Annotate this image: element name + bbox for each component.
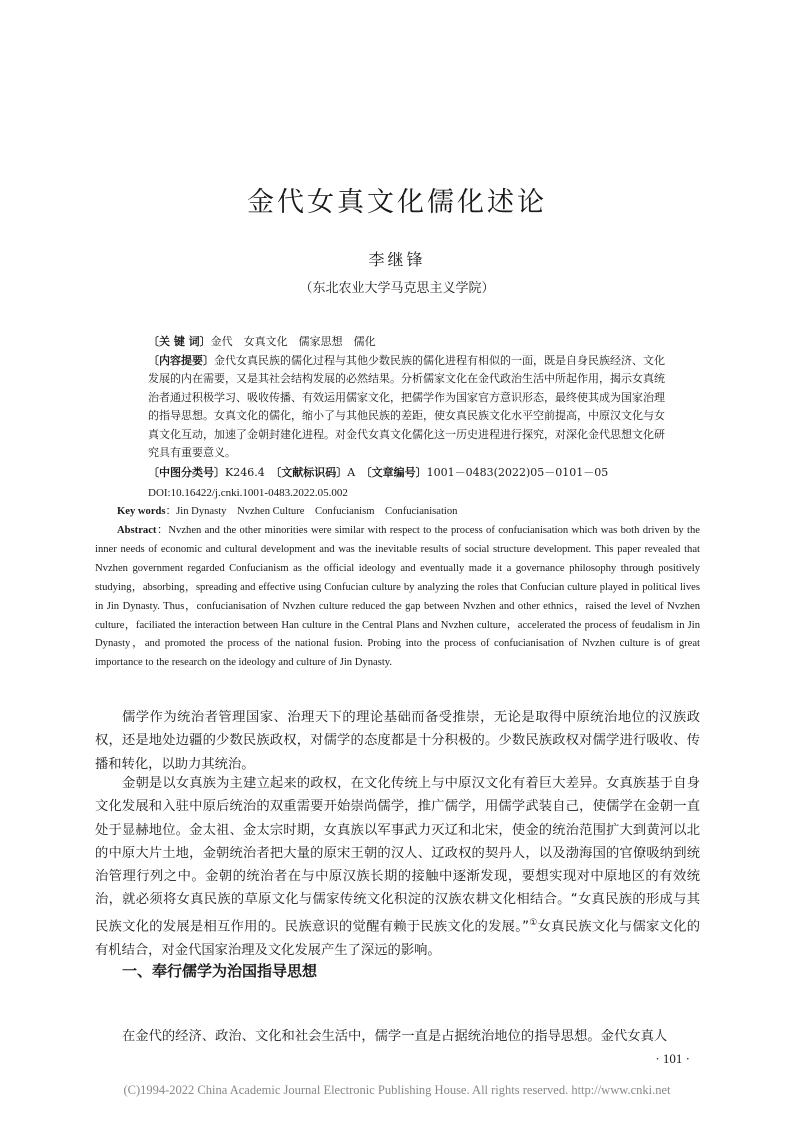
- body-paragraph-2: [95, 772, 700, 962]
- abstract-en: [95, 522, 700, 673]
- abstract-cn: [148, 352, 674, 462]
- body-paragraph-1: 儒学作为统治者管理国家、治理天下的理论基础而备受推崇，无论是取得中原统治地位的汉族政权，还是地处边疆的少数民族政权，对儒学的态度都是十分积极的。少数民族政权对儒学进行吸收、传播和转化，以助力其统治。: [95, 710, 700, 772]
- classification-line: [148, 464, 674, 482]
- abstract-en-label: Abstract: [117, 525, 157, 536]
- article-no-value: 1001－0483(2022)05－0101－05: [426, 466, 609, 479]
- cls-value: K246.4: [225, 466, 265, 479]
- body-paragraph-2-text-end: 女真民族文化与儒家文化的有机结合，对金代国家治理及文化发展产生了深远的影响。: [95, 919, 700, 958]
- doi-line: DOI:10.16422/j.cnki.1001-0483.2022.05.002: [148, 487, 348, 499]
- body-paragraph-3: 在金代的经济、政治、文化和社会生活中，儒学一直是占据统治地位的指导思想。金代女真人: [122, 1029, 668, 1044]
- body-paragraph-2-text: 金朝是以女真族为主建立起来的政权，在文化传统上与中原汉文化有着巨大差异。女真族基于自身文化发展和入驻中原后统治的双重需要开始崇尚儒学，推广儒学，用儒学武装自己，使儒学在金朝一直处于显赫地位。金太祖、金太宗时期，女真族以军事武力灭辽和北宋，使金的统治范围扩大到黄河以北的中原大片土地，金朝统治者把大量的原宋王朝的汉人、辽政权的契丹人，以及渤海国的官僚吸纳到统治管理行列之中。金朝的统治者在与中原汉族长期的接触中逐渐发现，要想实现对中原地区的有效统治，就必须将女真民族的草原文化与儒家传统文化积淀的汉族农耕文化相结合。“女真民族的形成与其民族文化的发展是相互作用的。民族意识的觉醒有赖于民族文化的发展。”: [95, 776, 700, 935]
- keywords-cn-label: 〔关 键 词〕: [148, 335, 211, 348]
- keywords-en-label: Key words: [117, 506, 166, 517]
- author-name: 李继锋: [368, 250, 426, 269]
- copyright-footer: (C)1994-2022 China Academic Journal Electronic Publishing House. All rights reserved. http://www.cnki.net: [123, 1083, 671, 1097]
- abstract-cn-text: 金代女真民族的儒化过程与其他少数民族的儒化进程有相似的一面，既是自身民族经济、文化发展的内在需要，又是其社会结构发展的必然结果。分析儒家文化在金代政治生活中所起作用，揭示女真统治者通过积极学习、吸收传播、有效运用儒家文化，把儒学作为国家官方意识形态，最终使其成为国家治理的指导思想。女真文化的儒化，缩小了与其他民族的差距，使女真民族文化水平空前提高，中原汉文化与女真文化互动，加速了金朝封建化进程。对金代女真文化儒化这一历史进程进行探究，对深化金代思想文化研究具有重要意义。: [148, 354, 665, 460]
- keywords-cn: [148, 333, 674, 351]
- author-affiliation: （东北农业大学马克思主义学院）: [299, 281, 495, 296]
- abstract-cn-label: 〔内容提要〕: [148, 354, 214, 367]
- cls-label: 〔中图分类号〕: [148, 466, 225, 479]
- keywords-cn-text: 金代 女真文化 儒家思想 儒化: [210, 335, 376, 348]
- keywords-en: [117, 503, 700, 522]
- article-no-label: 〔文章编号〕: [366, 466, 427, 479]
- keywords-en-text: ：Jin Dynasty Nvzhen Culture Confucianism Confucianisation: [165, 506, 458, 517]
- footnote-marker[interactable]: ①: [529, 917, 538, 928]
- page-number: · 101 ·: [655, 1051, 690, 1066]
- article-title: 金代女真文化儒化述论: [247, 187, 547, 218]
- section-heading-1: 一、奉行儒学为治国指导思想: [122, 962, 318, 980]
- doc-code-value: A: [347, 466, 356, 479]
- abstract-en-text: ：Nvzhen and the other minorities were similar with respect to the process of confucianisation which was both driven by the inner needs of economic and cultural development and was the inevitable results of social structure development. This paper revealed that Nvzhen government regarded Confucianism as the official ideology and eventually made it a governance philosophy through positively studying，absorbing，spreading and effective using Confucian culture by analyzing the roles that Confucian culture played in political lives in Jin Dynasty. Thus，confucianisation of Nvzhen culture reduced the gap between Nvzhen and other ethnics，raised the level of Nvzhen culture，faciliated the interaction between Han culture in the Central Plans and Nvzhen culture，accelerated the process of feudalism in Jin Dynasty，and promoted the process of the national fusion. Probing into the process of confucianisation of Nvzhen culture is of great importance to the research on the ideology and culture of Jin Dynasty.: [95, 525, 700, 669]
- doc-code-label: 〔文献标识码〕: [275, 466, 348, 479]
